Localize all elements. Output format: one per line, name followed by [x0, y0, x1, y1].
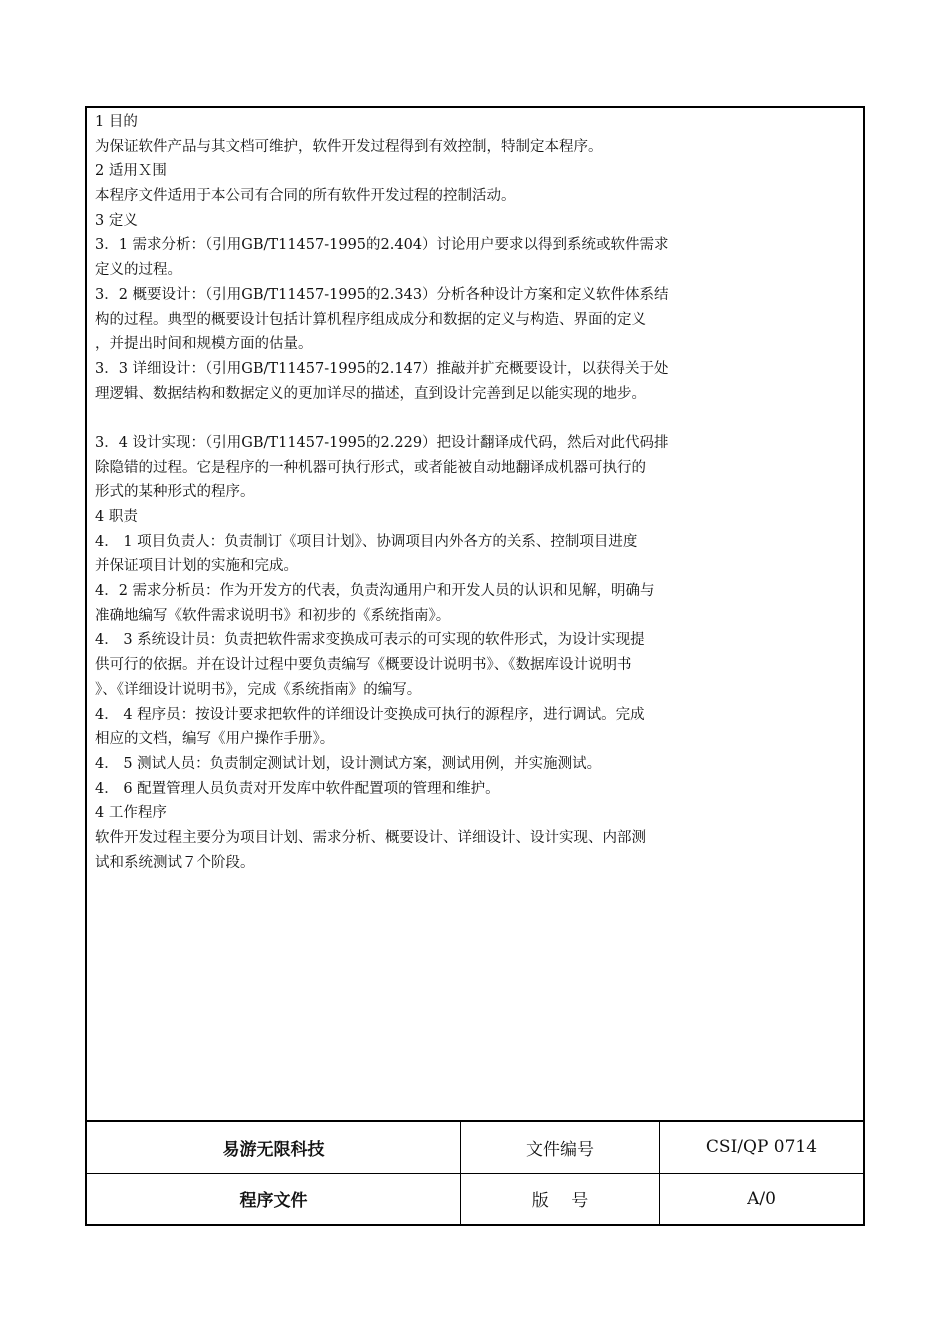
body-line: 供可行的依据。并在设计过程中要负责编写《概要设计说明书》、《数据库设计说明书 [95, 657, 632, 674]
body-line: 》、《详细设计说明书》，完成《系统指南》的编写。 [95, 681, 422, 698]
body-line: 理逻辑、数据结构和数据定义的更加详尽的描述，直到设计完善到足以能实现的地步。 [95, 385, 646, 402]
body-line: 构的过程。典型的概要设计包括计算机程序组成成分和数据的定义与构造、界面的定义 [95, 311, 646, 328]
file-number-value: CSI/QP 0714 [660, 1122, 864, 1173]
body-line: 4． 1 项目负责人：负责制订《项目计划》、协调项目内外各方的关系、控制项目进度 [95, 533, 638, 550]
body-line: 试和系统测试７个阶段。 [95, 854, 255, 871]
version-value: A/0 [660, 1173, 864, 1224]
document-body [95, 110, 855, 875]
body-line: 准确地编写《软件需求说明书》和初步的《系统指南》。 [95, 607, 451, 624]
body-line: 除隐错的过程。它是程序的一种机器可执行形式，或者能被自动地翻译成机器可执行的 [95, 459, 646, 476]
body-line: 为保证软件产品与其文档可维护，软件开发过程得到有效控制，特制定本程序。 [95, 138, 603, 155]
body-line: 4． 4 程序员：按设计要求把软件的详细设计变换成可执行的源程序，进行调试。完成 [95, 706, 645, 723]
body-line: 形式的某种形式的程序。 [95, 484, 255, 501]
body-line: 3．2 概要设计：（引用GB/T11457-1995的2.343）分析各种设计方案和定义软件体系结 [95, 286, 669, 303]
document-type: 程序文件 [87, 1173, 461, 1224]
body-line: ，并提出时间和规模方面的估量。 [95, 336, 313, 353]
body-line: 3 定义 [95, 212, 138, 229]
body-line: 3．1 需求分析：（引用GB/T11457-1995的2.404）讨论用户要求以得到系统或软件需求 [95, 237, 669, 254]
body-line: 2 适用Ｘ围 [95, 163, 167, 180]
version-label: 版 号 [461, 1173, 660, 1224]
company-name: 易游无限科技 [87, 1122, 461, 1173]
file-number-label: 文件编号 [461, 1122, 660, 1173]
body-line: 相应的文档，编写《用户操作手册》。 [95, 731, 335, 748]
footer-table [87, 1122, 863, 1224]
body-line: 3．4 设计实现：（引用GB/T11457-1995的2.229）把设计翻译成代码，然后对此代码排 [95, 434, 669, 451]
body-line: 3．3 详细设计：（引用GB/T11457-1995的2.147）推敲并扩充概要设计，以获得关于处 [95, 360, 669, 377]
document-footer [87, 1120, 863, 1224]
document-frame [85, 106, 865, 1226]
body-line: 软件开发过程主要分为项目计划、需求分析、概要设计、详细设计、设计实现、内部测 [95, 829, 646, 846]
body-line: 本程序文件适用于本公司有合同的所有软件开发过程的控制活动。 [95, 188, 516, 205]
body-line [95, 406, 855, 431]
body-line: 4．2 需求分析员：作为开发方的代表，负责沟通用户和开发人员的认识和见解，明确与 [95, 583, 655, 600]
body-line: 4． 5 测试人员：负责制定测试计划，设计测试方案，测试用例，并实施测试。 [95, 755, 602, 772]
body-line: 4． 6 配置管理人员负责对开发库中软件配置项的管理和维护。 [95, 780, 500, 797]
body-line: 1 目的 [95, 114, 138, 130]
body-line: 4 职责 [95, 509, 138, 525]
body-line: 定义的过程。 [95, 262, 182, 279]
body-line: 4 工作程序 [95, 805, 167, 822]
body-line: 并保证项目计划的实施和完成。 [95, 558, 298, 575]
body-line: 4． 3 系统设计员：负责把软件需求变换成可表示的可实现的软件形式，为设计实现提 [95, 632, 645, 649]
